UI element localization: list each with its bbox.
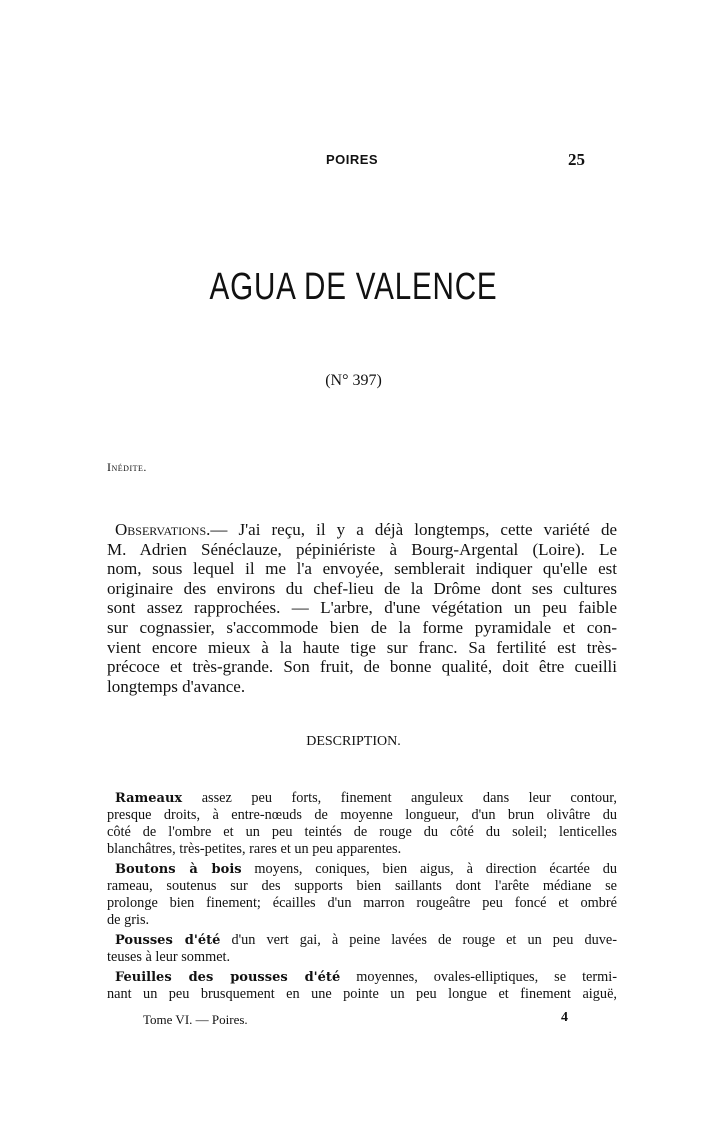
text-span: d'un vert gai, à peine lavées de rouge et un peu duve- <box>231 932 618 948</box>
text-line <box>107 932 617 949</box>
text-line: M. Adrien Sénéclauze, pépiniériste à Bourg-Argental (Loire). Le <box>107 539 617 559</box>
running-head: POIRES <box>325 152 379 167</box>
text-line: teuses à leur sommet. <box>107 949 231 965</box>
text-line: sur cognassier, s'accommode bien de la forme pyramidale et con- <box>107 617 617 637</box>
term: Rameaux <box>115 791 183 806</box>
text-line: nant un peu brusquement en une pointe un peu longue et finement aiguë, <box>107 986 617 1002</box>
text-span: moyennes, ovales-elliptiques, se termi- <box>356 969 617 985</box>
observations-label: Observations. <box>115 520 211 539</box>
section-pousses <box>107 932 617 966</box>
page-title: AGUA DE VALENCE <box>209 266 498 308</box>
section-rameaux <box>107 790 617 858</box>
text-span: assez peu forts, finement anguleux dans leur contour, <box>201 790 618 806</box>
text-line: prolonge bien finement; écailles d'un marron rougeâtre peu foncé et ombré <box>107 895 617 911</box>
term: Pousses d'été <box>115 933 221 948</box>
text-line <box>107 969 617 986</box>
text-line: presque droits, à entre-nœuds de moyenne longueur, d'un brun olivâtre du <box>107 807 617 823</box>
text-line <box>107 520 617 540</box>
text-line <box>107 861 617 878</box>
page-number: 25 <box>568 150 585 169</box>
footer-signature: 4 <box>561 1010 568 1025</box>
text-line: vient encore mieux à la haute tige sur franc. Sa fertilité est très- <box>107 637 617 657</box>
text-line: nom, sous lequel il me l'a envoyée, semblerait indiquer qu'elle est <box>107 559 617 579</box>
text-line: côté de l'ombre et un peu teintés de rouge du côté du soleil; lenticelles <box>107 824 617 840</box>
footer-volume: Tome VI. — Poires. <box>143 1012 248 1027</box>
section-boutons <box>107 861 617 929</box>
variety-number: (N° 397) <box>325 372 382 389</box>
observations-paragraph <box>107 520 617 696</box>
status-label: Inédite. <box>107 460 147 474</box>
text-line: rameau, soutenus sur des supports bien saillants dont l'arête médiane se <box>107 878 617 894</box>
description-body <box>107 790 617 1003</box>
text-line: de gris. <box>107 912 150 928</box>
text-span: moyens, coniques, bien aigus, à direction écartée du <box>254 861 617 877</box>
term: Feuilles des pousses d'été <box>115 970 341 985</box>
text-line: sont assez rapprochées. — L'arbre, d'une végétation un peu faible <box>107 598 617 618</box>
text-span: — J'ai reçu, il y a déjà longtemps, cette variété de <box>210 520 617 539</box>
text-line: précoce et très-grande. Son fruit, de bonne qualité, doit être cueilli <box>107 657 617 677</box>
term: Boutons à bois <box>115 862 242 877</box>
text-line: blanchâtres, très-petites, rares et un peu apparentes. <box>107 841 402 857</box>
text-line: originaire des environs du chef-lieu de la Drôme dont ses cultures <box>107 578 617 598</box>
description-heading: DESCRIPTION. <box>306 734 401 749</box>
text-line: longtemps d'avance. <box>107 676 246 696</box>
text-line <box>107 790 617 807</box>
section-feuilles <box>107 969 617 1003</box>
